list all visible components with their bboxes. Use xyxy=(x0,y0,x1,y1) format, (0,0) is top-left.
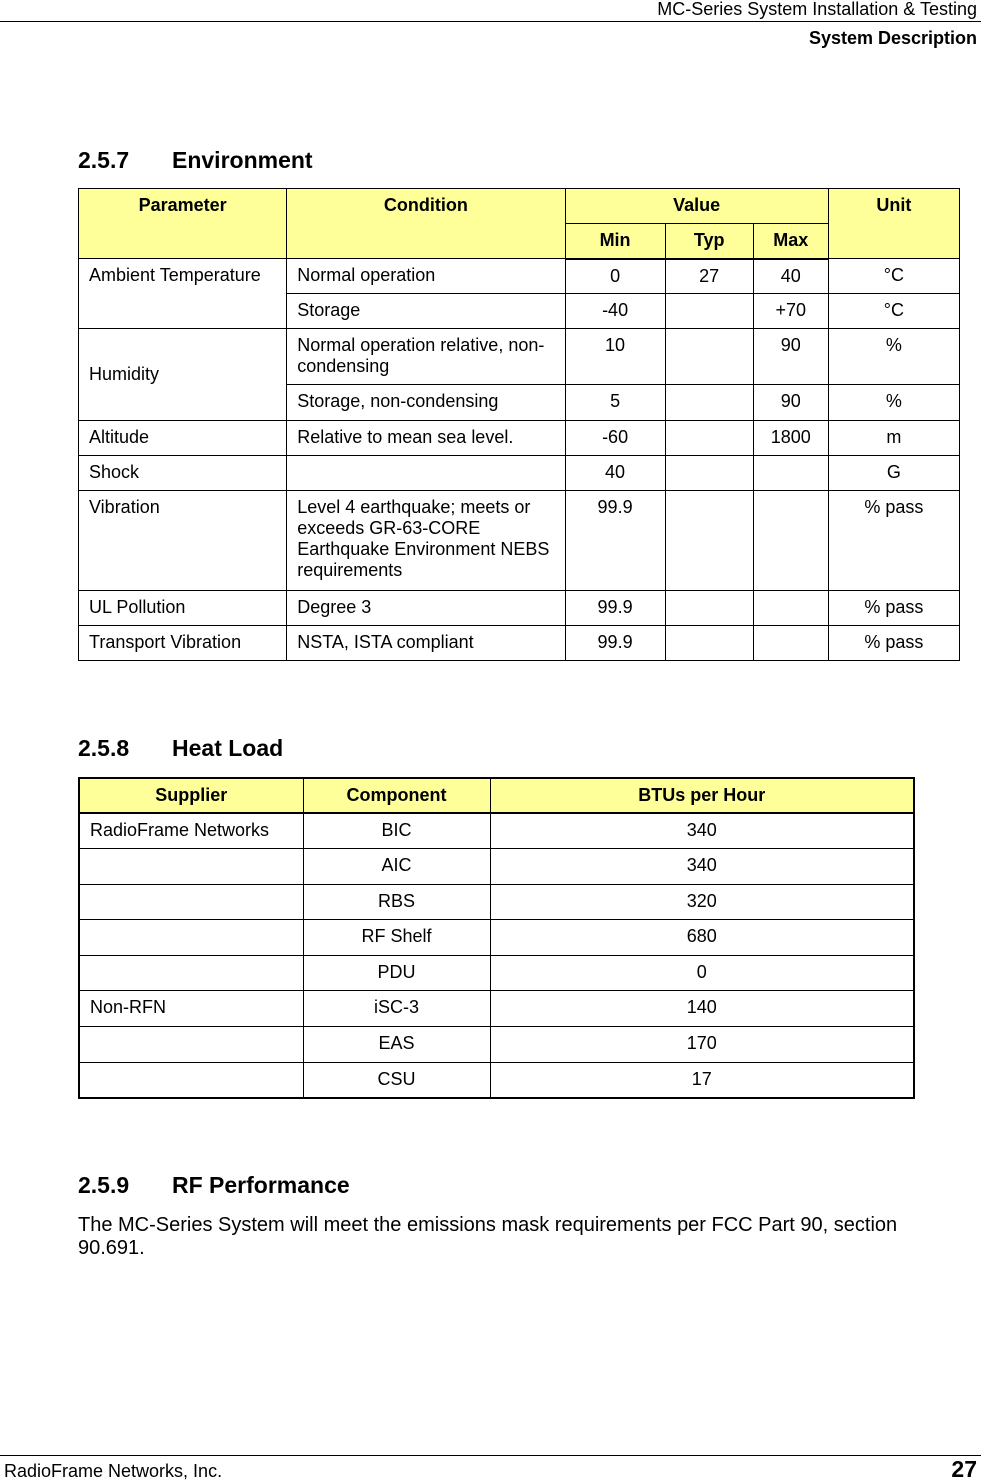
supplier-cell xyxy=(79,920,303,956)
btus-cell: 340 xyxy=(490,813,914,849)
condition-cell: Level 4 earthquake; meets or exceeds GR-63-CORE Earthquake Environment NEBS requirements xyxy=(287,491,565,591)
footer-divider xyxy=(0,1455,981,1456)
header-min: Min xyxy=(565,224,665,259)
supplier-cell xyxy=(79,955,303,991)
unit-cell: °C xyxy=(828,259,959,294)
typ-cell: 27 xyxy=(665,259,753,294)
max-cell: 90 xyxy=(753,329,828,385)
parameter-cell: UL Pollution xyxy=(79,591,287,626)
unit-cell: °C xyxy=(828,294,959,329)
parameter-cell: Transport Vibration xyxy=(79,626,287,661)
page-number: 27 xyxy=(951,1456,977,1482)
section-heading-rf-performance xyxy=(78,1172,350,1199)
header-btus: BTUs per Hour xyxy=(490,778,914,813)
supplier-cell xyxy=(79,849,303,885)
typ-cell xyxy=(665,626,753,661)
typ-cell xyxy=(665,591,753,626)
unit-cell: % pass xyxy=(828,591,959,626)
supplier-cell xyxy=(79,1027,303,1063)
table-row xyxy=(79,813,914,849)
max-cell xyxy=(753,626,828,661)
condition-cell: Storage, non-condensing xyxy=(287,385,565,421)
table-row xyxy=(79,421,960,456)
supplier-cell xyxy=(79,1062,303,1098)
typ-cell xyxy=(665,294,753,329)
environment-table xyxy=(78,188,960,661)
min-cell: 0 xyxy=(565,259,665,294)
section-heading-environment xyxy=(78,147,313,174)
supplier-cell xyxy=(79,884,303,920)
table-row xyxy=(79,456,960,491)
component-cell: RBS xyxy=(303,884,490,920)
parameter-cell: Shock xyxy=(79,456,287,491)
table-row xyxy=(79,991,914,1027)
component-cell: RF Shelf xyxy=(303,920,490,956)
table-row xyxy=(79,626,960,661)
section-title: RF Performance xyxy=(172,1172,350,1198)
condition-cell: Normal operation xyxy=(287,259,565,294)
unit-cell: G xyxy=(828,456,959,491)
component-cell: iSC-3 xyxy=(303,991,490,1027)
table-row xyxy=(79,491,960,591)
table-row xyxy=(79,884,914,920)
typ-cell xyxy=(665,456,753,491)
min-cell: 99.9 xyxy=(565,626,665,661)
header-condition: Condition xyxy=(287,189,565,259)
table-row xyxy=(79,591,960,626)
max-cell: 1800 xyxy=(753,421,828,456)
header-parameter: Parameter xyxy=(79,189,287,259)
parameter-cell: Vibration xyxy=(79,491,287,591)
btus-cell: 0 xyxy=(490,955,914,991)
header-value: Value xyxy=(565,189,828,224)
max-cell: +70 xyxy=(753,294,828,329)
heat-load-table xyxy=(78,777,915,1099)
min-cell: 10 xyxy=(565,329,665,385)
min-cell: 99.9 xyxy=(565,591,665,626)
section-title: Heat Load xyxy=(172,735,284,761)
min-cell: 5 xyxy=(565,385,665,421)
btus-cell: 340 xyxy=(490,849,914,885)
component-cell: CSU xyxy=(303,1062,490,1098)
header-component: Component xyxy=(303,778,490,813)
header-supplier: Supplier xyxy=(79,778,303,813)
max-cell xyxy=(753,591,828,626)
section-number: 2.5.9 xyxy=(78,1172,130,1198)
table-row xyxy=(79,329,960,385)
typ-cell xyxy=(665,385,753,421)
btus-cell: 680 xyxy=(490,920,914,956)
header-unit: Unit xyxy=(828,189,959,259)
section-heading-heat-load xyxy=(78,735,283,762)
rf-performance-paragraph: The MC-Series System will meet the emissions mask requirements per FCC Part 90, section 90.691. xyxy=(78,1214,898,1259)
min-cell: 99.9 xyxy=(565,491,665,591)
table-row xyxy=(79,955,914,991)
component-cell: PDU xyxy=(303,955,490,991)
condition-cell: Relative to mean sea level. xyxy=(287,421,565,456)
header-max: Max xyxy=(753,224,828,259)
unit-cell: % xyxy=(828,385,959,421)
parameter-cell: Altitude xyxy=(79,421,287,456)
component-cell: AIC xyxy=(303,849,490,885)
table-row xyxy=(79,1062,914,1098)
btus-cell: 17 xyxy=(490,1062,914,1098)
btus-cell: 320 xyxy=(490,884,914,920)
typ-cell xyxy=(665,491,753,591)
footer-company: RadioFrame Networks, Inc. xyxy=(4,1461,223,1481)
condition-cell: Storage xyxy=(287,294,565,329)
component-cell: BIC xyxy=(303,813,490,849)
chapter-title: System Description xyxy=(808,28,977,48)
max-cell xyxy=(753,491,828,591)
section-title: Environment xyxy=(172,147,313,173)
unit-cell: % pass xyxy=(828,626,959,661)
btus-cell: 140 xyxy=(490,991,914,1027)
min-cell: -40 xyxy=(565,294,665,329)
btus-cell: 170 xyxy=(490,1027,914,1063)
parameter-cell: Humidity xyxy=(79,329,287,421)
component-cell: EAS xyxy=(303,1027,490,1063)
typ-cell xyxy=(665,329,753,385)
condition-cell: Degree 3 xyxy=(287,591,565,626)
table-row xyxy=(79,849,914,885)
table-row xyxy=(79,920,914,956)
condition-cell: NSTA, ISTA compliant xyxy=(287,626,565,661)
section-number: 2.5.8 xyxy=(78,735,130,761)
table-row xyxy=(79,1027,914,1063)
header-typ: Typ xyxy=(665,224,753,259)
max-cell xyxy=(753,456,828,491)
condition-cell xyxy=(287,456,565,491)
max-cell: 90 xyxy=(753,385,828,421)
section-number: 2.5.7 xyxy=(78,147,130,173)
min-cell: 40 xyxy=(565,456,665,491)
document-title: MC-Series System Installation & Testing xyxy=(657,0,977,19)
max-cell: 40 xyxy=(753,259,828,294)
typ-cell xyxy=(665,421,753,456)
unit-cell: m xyxy=(828,421,959,456)
supplier-cell: Non-RFN xyxy=(79,991,303,1027)
supplier-cell: RadioFrame Networks xyxy=(79,813,303,849)
unit-cell: % pass xyxy=(828,491,959,591)
table-row xyxy=(79,259,960,294)
header-divider xyxy=(0,21,981,22)
condition-cell: Normal operation relative, non-condensing xyxy=(287,329,565,385)
unit-cell: % xyxy=(828,329,959,385)
parameter-cell: Ambient Temperature xyxy=(79,259,287,329)
min-cell: -60 xyxy=(565,421,665,456)
